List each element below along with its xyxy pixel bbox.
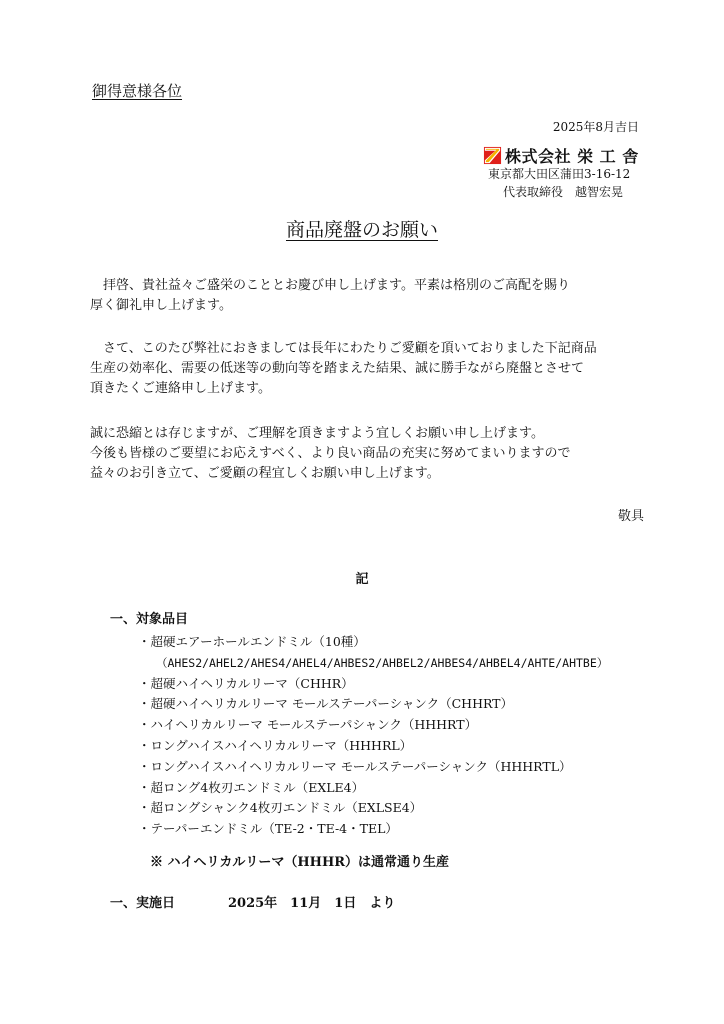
production-note: ※ ハイヘリカルリーマ（HHHR）は通常通り生産 bbox=[150, 855, 450, 870]
paragraph-line: 厚く御礼申し上げます。 bbox=[90, 298, 232, 313]
company-logo-icon bbox=[483, 146, 502, 165]
paragraph-line: 拝啓、貴社益々ご盛栄のこととお慶び申し上げます。平素は格別のご高配を賜り bbox=[90, 278, 570, 293]
list-item: ・超硬エアーホールエンドミル（10種） bbox=[138, 634, 366, 649]
paragraph-line: 誠に恐縮とは存じますが、ご理解を頂きますよう宜しくお願い申し上げます。 bbox=[90, 426, 544, 441]
list-item: ・ロングハイスハイヘリカルリーマ（HHHRL） bbox=[138, 737, 413, 753]
list-item: ・テーパーエンドミル（TE-2・TE-4・TEL） bbox=[138, 821, 398, 837]
notice-heading: 記 bbox=[355, 572, 369, 587]
target-items-heading: 一、対象品目 bbox=[110, 612, 189, 627]
implementation-date: 2025年 11月 1日 より bbox=[228, 896, 396, 911]
document-title bbox=[0, 215, 724, 242]
paragraph-announcement bbox=[90, 339, 597, 399]
target-items-list bbox=[138, 632, 608, 840]
list-item: ・超ロングシャンク4枚刃エンドミル（EXLSE4） bbox=[138, 800, 423, 816]
list-item: ・超ロング4枚刃エンドミル（EXLE4） bbox=[138, 779, 365, 795]
list-item: ・超硬ハイヘリカルリーマ（CHHR） bbox=[138, 675, 354, 691]
paragraph-line: 益々のお引き立て、ご愛顧の程宜しくお願い申し上げます。 bbox=[90, 466, 440, 481]
paragraph-greeting bbox=[90, 276, 570, 316]
closing-word: 敬具 bbox=[617, 509, 644, 524]
list-item: ・ハイヘリカルリーマ モールステーパシャンク（HHHRT） bbox=[138, 717, 478, 733]
company-block bbox=[483, 144, 639, 167]
paragraph-line: 今後も皆様のご要望にお応えすべく、より良い商品の充実に努めてまいりますので bbox=[90, 446, 571, 461]
paragraph-line: さて、このたび弊社におきましては長年にわたりご愛顧を頂いておりました下記商品 bbox=[90, 341, 597, 356]
implementation-line bbox=[110, 892, 395, 911]
recipient-line: 御得意様各位 bbox=[92, 82, 183, 100]
paragraph-apology bbox=[90, 424, 570, 484]
list-item: ・ロングハイスハイヘリカルリーマ モールステーパーシャンク（HHHRTL） bbox=[138, 758, 572, 774]
issue-date: 2025年8月吉日 bbox=[552, 120, 639, 134]
paragraph-line: 頂きたくご連絡申し上げます。 bbox=[90, 381, 271, 396]
company-address: 東京都大田区蒲田3-16-12 bbox=[488, 167, 631, 181]
company-name: 株式会社 栄 工 舎 bbox=[505, 147, 639, 166]
implementation-heading: 一、実施日 bbox=[110, 896, 176, 911]
paragraph-line: 生産の効率化、需要の低迷等の動向等を踏まえた結果、誠に勝手ながら廃盤とさせて bbox=[90, 361, 585, 376]
document-title-text: 商品廃盤のお願い bbox=[285, 219, 438, 241]
company-representative: 代表取締役 越智宏晃 bbox=[503, 185, 624, 199]
list-item-detail: （AHES2/AHEL2/AHES4/AHEL4/AHBES2/AHBEL2/AHBES4/AHBEL4/AHTE/AHTBE） bbox=[156, 655, 609, 670]
list-item: ・超硬ハイヘリカルリーマ モールステーパーシャンク（CHHRT） bbox=[138, 696, 513, 712]
